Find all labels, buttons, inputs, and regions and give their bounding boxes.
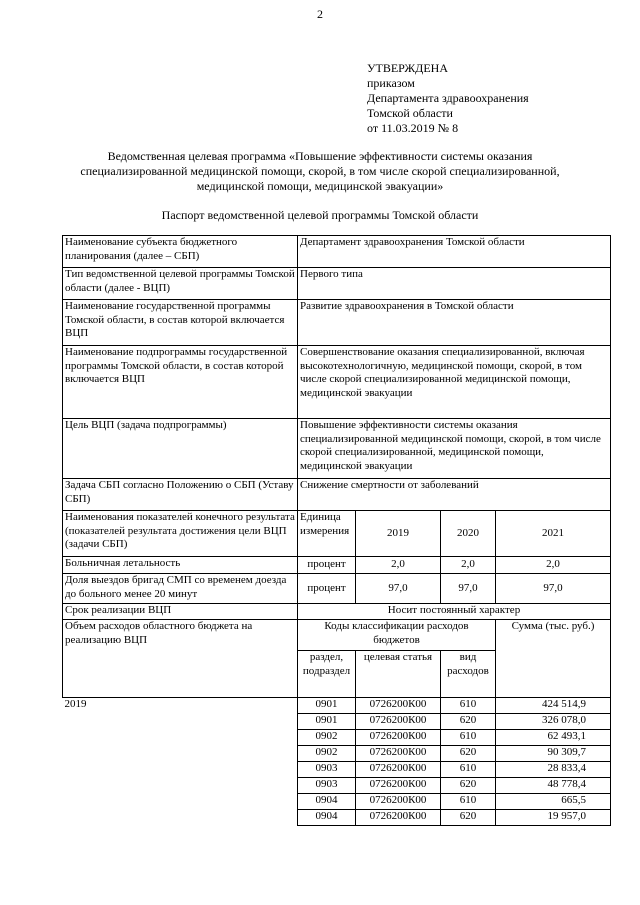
indicator-1-unit: процент <box>298 557 356 574</box>
budget-rows <box>63 698 611 826</box>
budget-section: 0904 <box>298 810 356 826</box>
budget-article: 0726200К00 <box>356 746 441 762</box>
indicator-2-label: Доля выездов бригад СМП со временем доезда до больного менее 20 минут <box>63 574 298 604</box>
budget-sum: 665,5 <box>496 794 611 810</box>
term-value: Носит постоянный характер <box>298 604 611 620</box>
budget-kind: 620 <box>441 778 496 794</box>
budget-row <box>63 778 611 794</box>
budget-article: 0726200К00 <box>356 778 441 794</box>
budget-sum: 48 778,4 <box>496 778 611 794</box>
subject-label: Наименование субъекта бюджетного планирования (далее – СБП) <box>63 236 298 268</box>
section-header: раздел, подраздел <box>298 651 356 698</box>
budget-section: 0903 <box>298 762 356 778</box>
task-value: Снижение смертности от заболеваний <box>298 479 611 511</box>
budget-sum: 19 957,0 <box>496 810 611 826</box>
approval-line: от 11.03.2019 № 8 <box>367 121 459 135</box>
year-2020-header: 2020 <box>441 511 496 557</box>
budget-row <box>63 698 611 714</box>
indicator-1-2020: 2,0 <box>441 557 496 574</box>
budget-row <box>63 730 611 746</box>
budget-row <box>63 746 611 762</box>
approval-stamp <box>367 61 529 136</box>
budget-section: 0902 <box>298 746 356 762</box>
approval-line: УТВЕРЖДЕНА <box>367 61 449 75</box>
budget-row <box>63 762 611 778</box>
budget-year-empty <box>63 714 298 730</box>
budget-kind: 610 <box>441 794 496 810</box>
indicator-2-2020: 97,0 <box>441 574 496 604</box>
budget-row <box>63 714 611 730</box>
article-header: целевая статья <box>356 651 441 698</box>
budget-year-empty <box>63 810 298 826</box>
term-label: Срок реализации ВЦП <box>63 604 298 620</box>
approval-line: приказом <box>367 76 415 90</box>
budget-section: 0901 <box>298 714 356 730</box>
passport-table <box>62 235 611 826</box>
indicator-2-2021: 97,0 <box>496 574 611 604</box>
codes-header: Коды классификации расходов бюджетов <box>298 620 496 651</box>
task-label: Задача СБП согласно Положению о СБП (Уставу СБП) <box>63 479 298 511</box>
type-label: Тип ведомственной целевой программы Томской области (далее - ВЦП) <box>63 268 298 300</box>
approval-line: Томской области <box>367 106 453 120</box>
budget-article: 0726200К00 <box>356 762 441 778</box>
unit-header: Единица измерения <box>298 511 356 557</box>
subprogram-value: Совершенствование оказания специализированной, включая высокотехнологичную, медицинской помощи, скорой, в том числе скорой специализированной медицинской помощи, медицинской эвакуации <box>298 346 611 419</box>
budget-section: 0902 <box>298 730 356 746</box>
budget-label: Объем расходов областного бюджета на реализацию ВЦП <box>63 620 298 698</box>
budget-kind: 610 <box>441 698 496 714</box>
sum-header: Сумма (тыс. руб.) <box>496 620 611 698</box>
program-title <box>60 149 580 194</box>
year-2019-header: 2019 <box>356 511 441 557</box>
budget-sum: 28 833,4 <box>496 762 611 778</box>
budget-sum: 424 514,9 <box>496 698 611 714</box>
program-title-line: медицинской помощи, медицинской эвакуации» <box>196 179 444 193</box>
program-title-line: специализированной медицинской помощи, скорой, в том числе скорой специализированной, <box>80 164 560 178</box>
indicator-2-2019: 97,0 <box>356 574 441 604</box>
budget-year: 2019 <box>63 698 298 714</box>
passport-title: Паспорт ведомственной целевой программы Томской области <box>161 208 479 222</box>
budget-article: 0726200К00 <box>356 730 441 746</box>
approval-line: Департамента здравоохранения <box>367 91 529 105</box>
budget-section: 0904 <box>298 794 356 810</box>
subject-value: Департамент здравоохранения Томской области <box>298 236 611 268</box>
budget-article: 0726200К00 <box>356 698 441 714</box>
budget-sum: 62 493,1 <box>496 730 611 746</box>
budget-article: 0726200К00 <box>356 714 441 730</box>
budget-section: 0903 <box>298 778 356 794</box>
type-value: Первого типа <box>298 268 611 300</box>
goal-value: Повышение эффективности системы оказания специализированной медицинской помощи, скорой, в том числе скорой специализированной, медицинской помощи, медицинской эвакуации <box>298 419 611 479</box>
indicator-1-2019: 2,0 <box>356 557 441 574</box>
budget-row <box>63 794 611 810</box>
budget-year-empty <box>63 746 298 762</box>
budget-year-empty <box>63 794 298 810</box>
year-2021-header: 2021 <box>496 511 611 557</box>
state-program-value: Развитие здравоохранения в Томской области <box>298 300 611 346</box>
indicators-label: Наименования показателей конечного результата (показателей результата достижения цели ВЦП (задачи СБП) <box>63 511 298 557</box>
budget-year-empty <box>63 730 298 746</box>
indicator-2-unit: процент <box>298 574 356 604</box>
budget-row <box>63 810 611 826</box>
indicator-1-label: Больничная летальность <box>63 557 298 574</box>
budget-section: 0901 <box>298 698 356 714</box>
budget-article: 0726200К00 <box>356 794 441 810</box>
state-program-label: Наименование государственной программы Томской области, в состав которой включается ВЦП <box>63 300 298 346</box>
kind-header: вид расходов <box>441 651 496 698</box>
budget-kind: 620 <box>441 746 496 762</box>
subprogram-label: Наименование подпрограммы государственной программы Томской области, в состав которой включается ВЦП <box>63 346 298 419</box>
budget-sum: 90 309,7 <box>496 746 611 762</box>
budget-kind: 620 <box>441 810 496 826</box>
budget-year-empty <box>63 762 298 778</box>
budget-kind: 610 <box>441 762 496 778</box>
budget-article: 0726200К00 <box>356 810 441 826</box>
indicator-1-2021: 2,0 <box>496 557 611 574</box>
program-title-line: Ведомственная целевая программа «Повышение эффективности системы оказания <box>107 149 533 163</box>
page-number: 2 <box>317 7 323 21</box>
budget-kind: 610 <box>441 730 496 746</box>
budget-sum: 326 078,0 <box>496 714 611 730</box>
budget-kind: 620 <box>441 714 496 730</box>
goal-label: Цель ВЦП (задача подпрограммы) <box>63 419 298 479</box>
budget-year-empty <box>63 778 298 794</box>
